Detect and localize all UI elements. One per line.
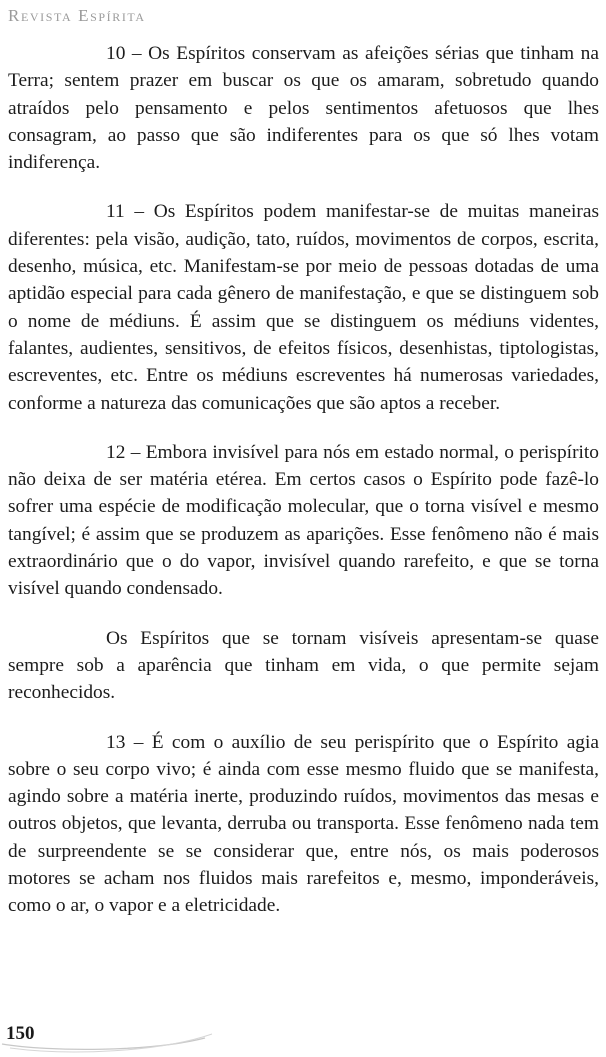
paragraph-13: 13 – É com o auxílio de seu perispírito que o Espírito agia sobre o seu corpo vivo; é ainda com esse mesmo fluido que se manifesta, agindo sobre a matéria inerte, produzindo ruídos, movimentos das mesas e outros objetos, que levanta, derruba ou transporta. Esse fenômeno nada tem de surpreendente se se considerar que, entre nós, os mais poderosos motores se acham nos fluidos mais rarefeitos e, mesmo, imponderáveis, como o ar, o vapor e a eletricidade.	[8, 731, 599, 917]
paragraph-10: 10 – Os Espíritos conservam as afeições sérias que tinham na Terra; sentem prazer em buscar os que os amaram, sobretudo quando atraídos pelo pensamento e pelos sentimentos afetuosos que lhes consagram, ao passo que são indiferentes para os que só lhes votam indiferença.	[8, 43, 599, 174]
paragraph-12: 12 – Embora invisível para nós em estado normal, o perispírito não deixa de ser matéria etérea. Em certos casos o Espírito pode fazê-lo sofrer uma espécie de modificação molecular, que o torna visível e mesmo tangível; é assim que se produzem as aparições. Esse fenômeno não é mais extraordinário que o do vapor, invisível quando rarefeito, e que se torna visível quando condensado.	[8, 441, 599, 600]
running-header: Revista Espírita	[8, 6, 146, 25]
page-number: 150	[6, 1023, 35, 1044]
paragraph-11: 11 – Os Espíritos podem manifestar-se de muitas maneiras diferentes: pela visão, audição, tato, ruídos, movimentos de corpos, escrita, desenho, música, etc. Manifestam-se por meio de pessoas dotadas de uma aptidão especial para cada gênero de manifestação, e que se distinguem sob o nome de médiuns. É assim que se distinguem os médiuns videntes, falantes, audientes, sensitivos, de efeitos físicos, desenhistas, tiptologistas, escreventes, etc. Entre os médiuns escreventes há numerosas variedades, conforme a natureza das comunicações que são aptos a receber.	[8, 201, 599, 414]
page-body	[8, 40, 599, 942]
paragraph-12-continued: Os Espíritos que se tornam visíveis apresentam-se quase sempre sob a aparência que tinham em vida, o que permite sejam reconhecidos.	[8, 627, 599, 704]
